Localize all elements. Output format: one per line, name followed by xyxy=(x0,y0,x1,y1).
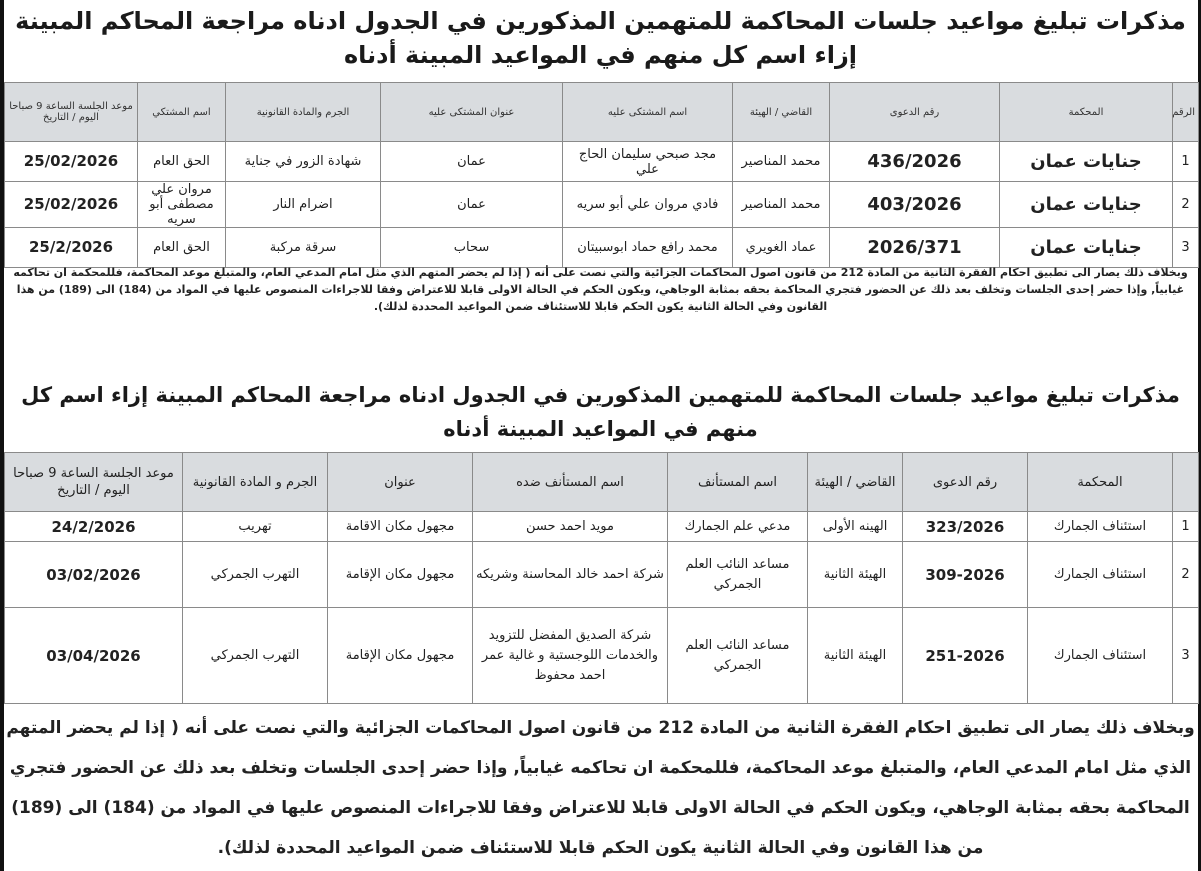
header-crime: الجرم و المادة القانونية xyxy=(183,453,328,512)
cell-num: 2 xyxy=(1173,182,1199,228)
cell-date: 03/02/2026 xyxy=(5,542,183,608)
cell-judge: محمد المناصير xyxy=(733,142,830,182)
cell-judge: عماد الغويري xyxy=(733,228,830,268)
cell-crime: اضرام النار xyxy=(226,182,381,228)
header-defendant-address: عنوان المشتكى عليه xyxy=(381,83,563,142)
table-header-row xyxy=(5,453,1199,512)
cell-address: عمان xyxy=(381,142,563,182)
cell-date: 25/02/2026 xyxy=(5,142,138,182)
cell-defendant: فادي مروان علي أبو سريه xyxy=(563,182,733,228)
cell-crime: شهادة الزور في جناية xyxy=(226,142,381,182)
cell-num: 2 xyxy=(1173,542,1199,608)
cell-plaintiff: الحق العام xyxy=(138,228,226,268)
cell-court: استئناف الجمارك xyxy=(1028,512,1173,542)
cell-case: 2026/371 xyxy=(830,228,1000,268)
cell-num: 1 xyxy=(1173,512,1199,542)
notice-1-legal-text: وبخلاف ذلك يصار الى تطبيق احكام الفقرة الثانية من المادة 212 من قانون اصول المحاكمات الجزائية والتي نصت على أنه ( إذا لم يحضر المتهم الذي مثل امام المدعي العام، والمتبلغ موعد المحاكمة، فللمحكمة ان تحاكمه غيابياً, وإذا حضر إحدى الجلسات وتخلف بعد ذلك عن الحضور فتجري المحاكمة بحقه بمثابة الوجاهي، ويكون الحكم في الحالة الاولى قابلا للاعتراض وفقا للاجراءات المنصوص عليها في المواد من (184) الى (189) من هذا القانون وفي الحالة الثانية يكون الحكم قابلا للاستئناف ضمن المواعيد المحددة لذلك). xyxy=(13,266,1188,313)
header-respondent: اسم المستأنف ضده xyxy=(473,453,668,512)
cell-respondent: شركة الصديق المفضل للتزويد والخدمات اللوجستية و غالية عمر احمد محفوظ xyxy=(473,608,668,704)
cell-court: جنايات عمان xyxy=(1000,142,1173,182)
cell-address: عمان xyxy=(381,182,563,228)
cell-num: 3 xyxy=(1173,608,1199,704)
cell-court: استئناف الجمارك xyxy=(1028,542,1173,608)
table-header-row xyxy=(5,83,1199,142)
cell-judge: الهيئة الثانية xyxy=(808,608,903,704)
header-number xyxy=(1173,453,1199,512)
cell-plaintiff: مروان علي مصطفى أبو سريه xyxy=(138,182,226,228)
cell-respondent: شركة احمد خالد المحاسنة وشريكه xyxy=(473,542,668,608)
cell-appellant: مساعد النائب العلم الجمركي xyxy=(668,542,808,608)
cell-court: جنايات عمان xyxy=(1000,228,1173,268)
header-defendant: اسم المشتكى عليه xyxy=(563,83,733,142)
cell-crime: التهرب الجمركي xyxy=(183,608,328,704)
header-plaintiff: اسم المشتكي xyxy=(138,83,226,142)
table-row xyxy=(5,512,1199,542)
table-row xyxy=(5,228,1199,268)
cell-date: 24/2/2026 xyxy=(5,512,183,542)
table-row xyxy=(5,542,1199,608)
cell-address: مجهول مكان الإقامة xyxy=(328,608,473,704)
cell-court: استئناف الجمارك xyxy=(1028,608,1173,704)
cell-num: 1 xyxy=(1173,142,1199,182)
cell-case: 251-2026 xyxy=(903,608,1028,704)
header-court: المحكمة xyxy=(1028,453,1173,512)
cell-plaintiff: الحق العام xyxy=(138,142,226,182)
cell-address: سحاب xyxy=(381,228,563,268)
cell-crime: سرقة مركبة xyxy=(226,228,381,268)
cell-crime: تهريب xyxy=(183,512,328,542)
cell-date: 03/04/2026 xyxy=(5,608,183,704)
header-judge: القاضي / الهيئة xyxy=(808,453,903,512)
cell-court: جنايات عمان xyxy=(1000,182,1173,228)
notice-2-title: مذكرات تبليغ مواعيد جلسات المحاكمة للمتهمين المذكورين في الجدول ادناه مراجعة المحاكم المبينة إزاء اسم كل منهم في المواعيد المبينة أدناه xyxy=(21,383,1180,441)
cell-case: 323/2026 xyxy=(903,512,1028,542)
cell-defendant: محمد رافع حماد ابوسبيتان xyxy=(563,228,733,268)
cell-address: مجهول مكان الاقامة xyxy=(328,512,473,542)
cell-num: 3 xyxy=(1173,228,1199,268)
header-case-number: رقم الدعوى xyxy=(903,453,1028,512)
header-judge: القاضي / الهيئة xyxy=(733,83,830,142)
table-row xyxy=(5,608,1199,704)
header-crime: الجرم والمادة القانونية xyxy=(226,83,381,142)
header-session-date: موعد الجلسة الساعة 9 صباحا اليوم / التاريخ xyxy=(5,453,183,512)
header-number: الرقم xyxy=(1173,83,1199,142)
cell-judge: الهينه الأولى xyxy=(808,512,903,542)
cell-appellant: مساعد النائب العلم الجمركي xyxy=(668,608,808,704)
cell-defendant: مجد صبحي سليمان الحاج علي xyxy=(563,142,733,182)
cell-date: 25/2/2026 xyxy=(5,228,138,268)
cell-judge: محمد المناصير xyxy=(733,182,830,228)
cell-respondent: مويد احمد حسن xyxy=(473,512,668,542)
notice-1-table xyxy=(4,82,1199,268)
header-appellant: اسم المستأنف xyxy=(668,453,808,512)
header-session-date: موعد الجلسة الساعة 9 صباحا اليوم / التاريخ xyxy=(5,83,138,142)
cell-address: مجهول مكان الإقامة xyxy=(328,542,473,608)
table-row xyxy=(5,142,1199,182)
header-court: المحكمة xyxy=(1000,83,1173,142)
notice-2-legal-text: وبخلاف ذلك يصار الى تطبيق احكام الفقرة الثانية من المادة 212 من قانون اصول المحاكمات الجزائية والتي نصت على أنه ( إذا لم يحضر المتهم الذي مثل امام المدعي العام، والمتبلغ موعد المحاكمة، فللمحكمة ان تحاكمه غيابياً, وإذا حضر إحدى الجلسات وتخلف بعد ذلك عن الحضور فتجري المحاكمة بحقه بمثابة الوجاهي، ويكون الحكم في الحالة الاولى قابلا للاعتراض وفقا للاجراءات المنصوص عليها في المواد من (184) الى (189) من هذا القانون وفي الحالة الثانية يكون الحكم قابلا للاستئناف ضمن المواعيد المحددة لذلك). xyxy=(6,718,1195,858)
cell-date: 25/02/2026 xyxy=(5,182,138,228)
notice-1-title: مذكرات تبليغ مواعيد جلسات المحاكمة للمتهمين المذكورين في الجدول ادناه مراجعة المحاكم المبينة إزاء اسم كل منهم في المواعيد المبينة أدناه xyxy=(15,7,1186,69)
cell-case: 309-2026 xyxy=(903,542,1028,608)
table-row xyxy=(5,182,1199,228)
cell-judge: الهيئة الثانية xyxy=(808,542,903,608)
cell-case: 403/2026 xyxy=(830,182,1000,228)
notice-2-table xyxy=(4,452,1199,704)
cell-appellant: مدعي علم الجمارك xyxy=(668,512,808,542)
header-case-number: رقم الدعوى xyxy=(830,83,1000,142)
cell-crime: التهرب الجمركي xyxy=(183,542,328,608)
cell-case: 436/2026 xyxy=(830,142,1000,182)
header-address: عنوان xyxy=(328,453,473,512)
